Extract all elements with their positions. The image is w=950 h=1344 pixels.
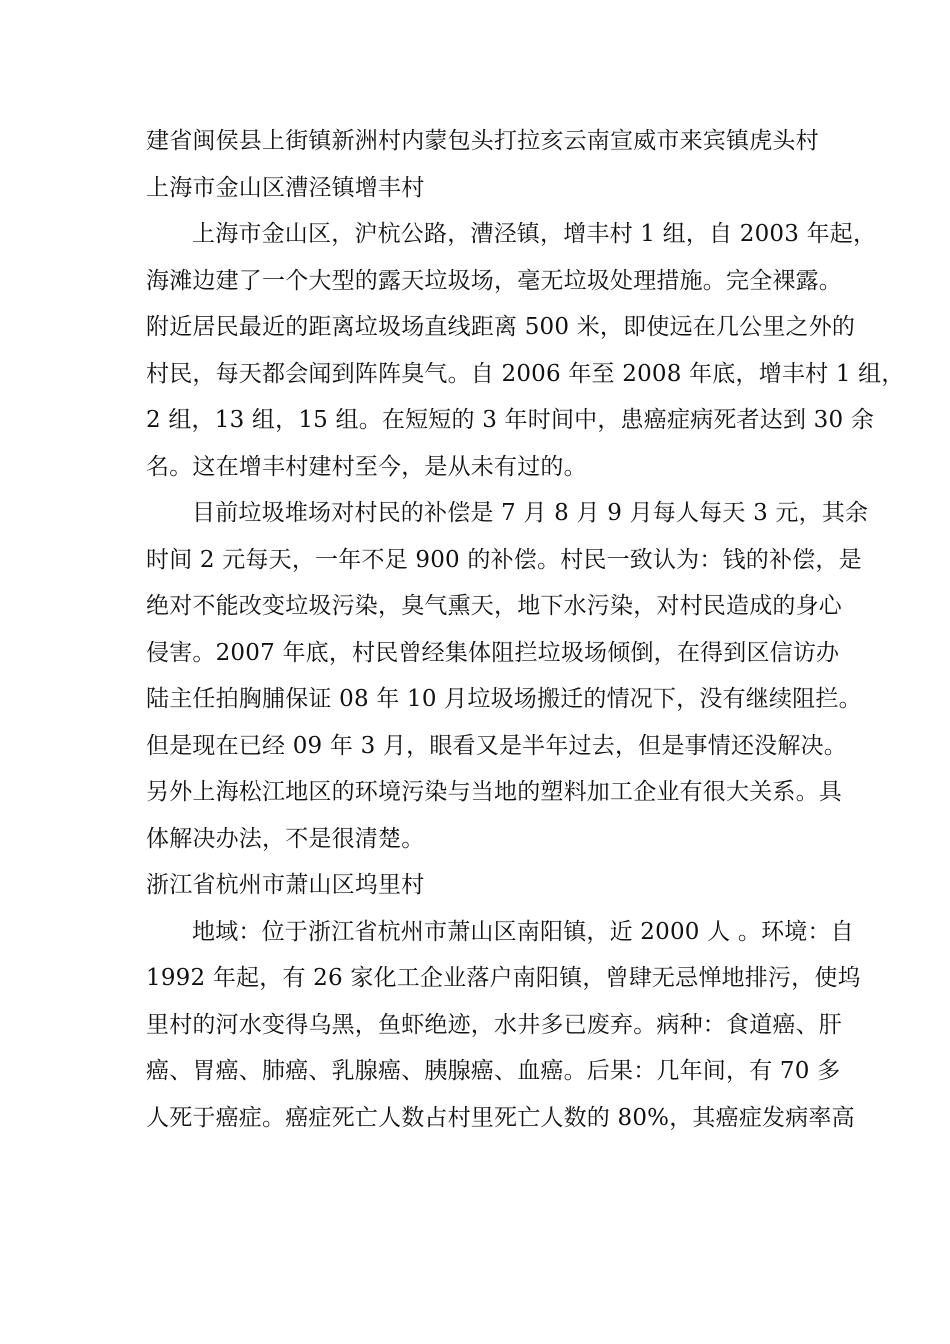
paragraph-line: 海滩边建了一个大型的露天垃圾场，毫无垃圾处理措施。完全裸露。: [146, 267, 842, 294]
paragraph-line: 2 组，13 组，15 组。在短短的 3 年时间中，患癌症病死者达到 30 余: [146, 407, 875, 433]
paragraph-line: 名。这在增丰村建村至今，是从未有过的。: [146, 453, 587, 480]
paragraph-line: 癌、胃癌、肺癌、乳腺癌、胰腺癌、血癌。后果：几年间，有 70 多: [146, 1058, 841, 1084]
paragraph-line: 侵害。2007 年底，村民曾经集体阻拦垃圾场倾倒，在得到区信访办: [146, 639, 840, 666]
paragraph-line: 村民，每天都会闻到阵阵臭气。自 2006 年至 2008 年底，增丰村 1 组，: [146, 360, 905, 387]
document-body: [146, 118, 905, 1141]
paragraph-shanghai-landfill: [146, 211, 905, 490]
paragraph-line: 上海市金山区，沪杭公路，漕泾镇，增丰村 1 组，自 2003 年起，: [192, 221, 877, 247]
section-heading-zhejiang: 浙江省杭州市萧山区坞里村: [146, 872, 425, 898]
paragraph-line: 但是现在已经 09 年 3 月，眼看又是半年过去，但是事情还没解决。: [146, 732, 847, 759]
paragraph-line: 绝对不能改变垃圾污染，臭气熏天，地下水污染，对村民造成的身心: [146, 593, 842, 619]
paragraph-line: 另外上海松江地区的环境污染与当地的塑料加工企业有很大关系。具: [146, 779, 842, 805]
paragraph-line: 附近居民最近的距离垃圾场直线距离 500 米，即使远在几公里之外的: [146, 314, 856, 340]
paragraph-line: 时间 2 元每天，一年不足 900 的补偿。村民一致认为：钱的补偿，是: [146, 546, 862, 573]
paragraph-zhejiang-wuli: [146, 909, 861, 1142]
paragraph-line: 地域：位于浙江省杭州市萧山区南阳镇，近 2000 人 。环境：自: [192, 918, 854, 945]
location-heading-text: 建省闽侯县上街镇新洲村内蒙包头打拉亥云南宣威市来宾镇虎头村: [146, 128, 819, 154]
paragraph-line: 里村的河水变得乌黑，鱼虾绝迹，水井多已废弃。病种：食道癌、肝: [146, 1011, 842, 1038]
paragraph-line: 体解决办法，不是很清楚。: [146, 825, 425, 852]
section-heading-shanghai: 上海市金山区漕泾镇增丰村: [146, 174, 425, 201]
paragraph-line: 陆主任拍胸脯保证 08 年 10 月垃圾场搬迁的情况下，没有继续阻拦。: [146, 686, 862, 712]
paragraph-line: 人死于癌症。癌症死亡人数占村里死亡人数的 80%，其癌症发病率高: [146, 1104, 855, 1131]
paragraph-line: 目前垃圾堆场对村民的补偿是 7 月 8 月 9 月每人每天 3 元，其余: [192, 500, 869, 526]
location-heading: [146, 118, 819, 165]
paragraph-shanghai-compensation: [146, 490, 869, 862]
paragraph-line: 1992 年起，有 26 家化工企业落户南阳镇，曾肆无忌惮地排污，使坞: [146, 965, 861, 991]
